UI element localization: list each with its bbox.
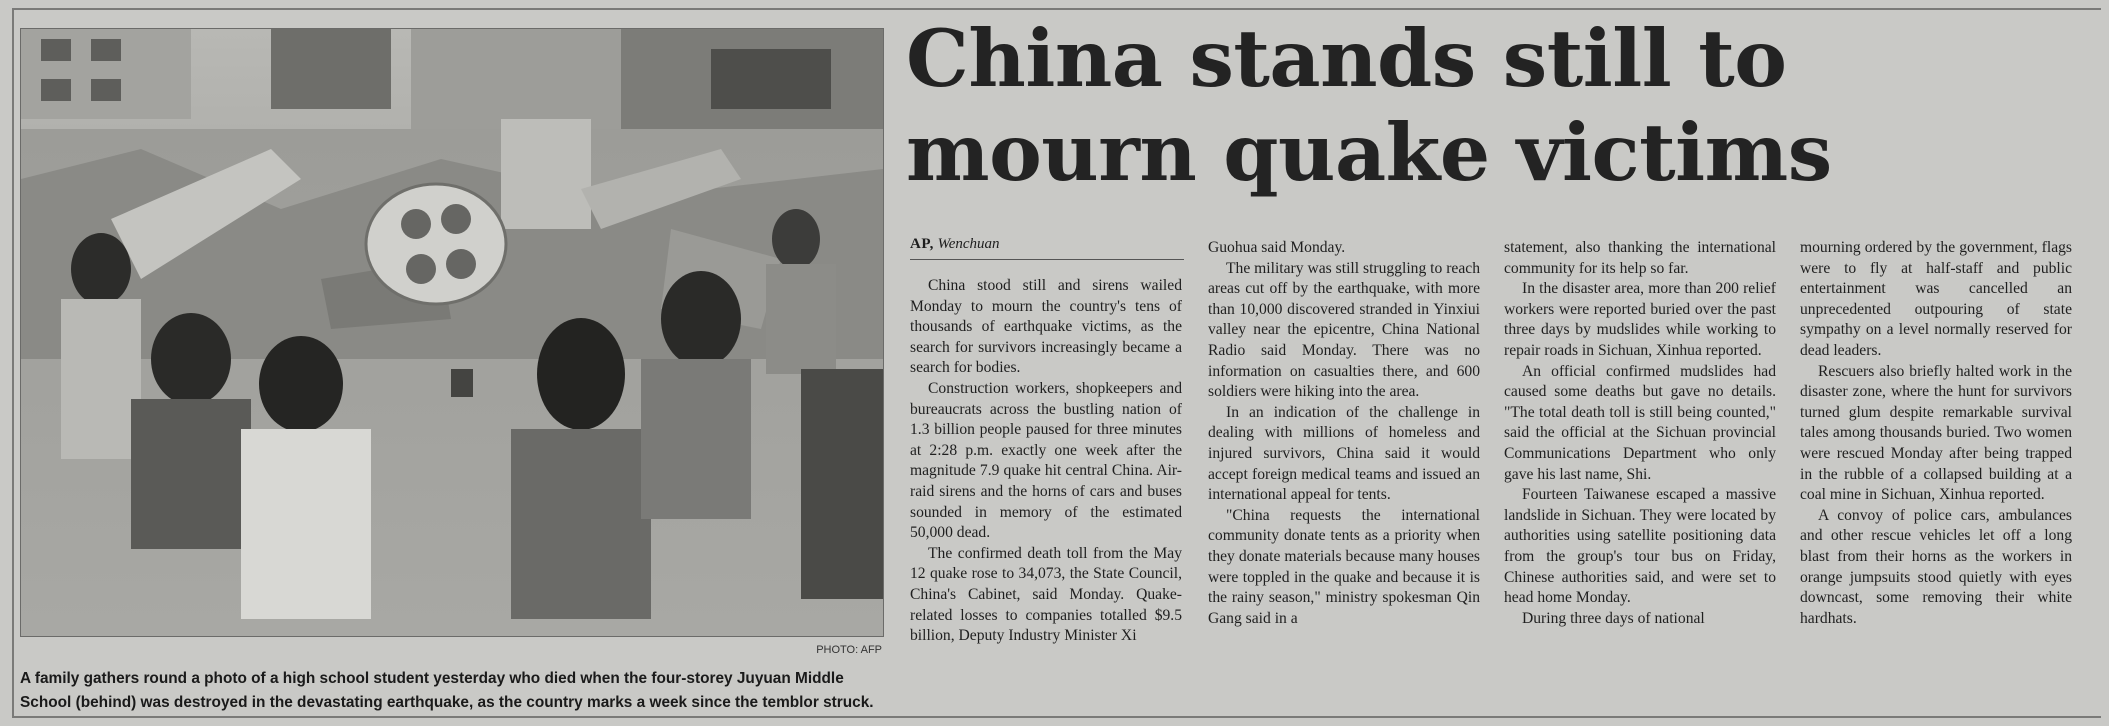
photo-credit: PHOTO: AFP — [816, 644, 882, 656]
paragraph: In the disaster area, more than 200 relief workers were reported buried over the past three days by mudslides while working to repair roads in Sichuan, Xinhua reported. — [1504, 280, 1776, 359]
news-photo — [20, 28, 884, 637]
byline — [910, 236, 1184, 260]
byline-agency: AP, — [910, 236, 934, 252]
paragraph: An official confirmed mudslides had caused some deaths but gave no details. "The total death toll is still being counted," said the official at the Sichuan provincial Communications Department who only gave his last name, Shi. — [1504, 362, 1776, 483]
paragraph: Rescuers also briefly halted work in the disaster zone, where the hunt for survivors turned glum despite remarkable survival tales among thousands buried. Two women were rescued Monday after being trapped in the rubble of a collapsed building at a coal mine in Sichuan, Xinhua reported. — [1800, 362, 2072, 504]
article-column-4 — [1800, 238, 2072, 629]
article-column-3 — [1504, 238, 1776, 629]
top-rule — [12, 8, 2101, 10]
paragraph: Construction workers, shopkeepers and bureaucrats across the bustling nation of 1.3 billion people paused for three minutes at 2:28 p.m. exactly one week after the magnitude 7.9 quake hit central China. Air-raid sirens and the horns of cars and buses sounded in memory of the estimated 50,000 dead. — [910, 379, 1182, 542]
headline: China stands still to mourn quake victims — [906, 12, 1832, 199]
paragraph: In an indication of the challenge in dealing with millions of homeless and injured survivors, China said it would accept foreign medical teams and issued an international appeal for tents. — [1208, 403, 1480, 504]
paragraph: A convoy of police cars, ambulances and other rescue vehicles let off a long blast from their horns as the workers in orange jumpsuits stood quietly with eyes downcast, some removing their white hardhats. — [1800, 506, 2072, 627]
bottom-rule — [12, 716, 2101, 718]
article-column-1 — [910, 276, 1182, 647]
paragraph: China stood still and sirens wailed Monday to mourn the country's tens of thousands of earthquake victims, as the search for survivors increasingly became a search for bodies. — [910, 277, 1182, 377]
paragraph: The military was still struggling to reach areas cut off by the earthquake, with more than 10,000 discovered stranded in Yinxiui valley near the epicentre, China National Radio said Monday. There was no information on casualties there, and 600 soldiers were hiking into the area. — [1208, 259, 1480, 401]
paragraph: The confirmed death toll from the May 12 quake rose to 34,073, the State Council, China's Cabinet, said Monday. Quake-related losses to companies totalled $9.5 billion, Deputy Industry Minister Xi — [910, 544, 1182, 645]
earthquake-rubble-photo — [21, 29, 883, 636]
paragraph: "China requests the international community donate tents as a priority when they donate materials because many houses were toppled in the quake and because it is the rainy season," ministry spokesman Qin Gang said in a — [1208, 506, 1480, 627]
article-column-2 — [1208, 238, 1480, 629]
paragraph: statement, also thanking the international community for its help so far. — [1504, 239, 1776, 277]
paragraph: Fourteen Taiwanese escaped a massive landslide in Sichuan. They were located by authorities using satellite positioning data from the group's tour bus on Friday, Chinese authorities said, and were set to head home Monday. — [1504, 486, 1776, 607]
byline-rule — [910, 259, 1184, 260]
photo-caption: A family gathers round a photo of a high school student yesterday who died when the four-storey Juyuan Middle School (behind) was destroyed in the devastating earthquake, as the country marks a week since the temblor struck. — [20, 670, 874, 711]
byline-place: Wenchuan — [937, 236, 1000, 252]
paragraph: Guohua said Monday. — [1208, 239, 1346, 256]
paragraph: During three days of national — [1522, 609, 1705, 627]
left-rule — [12, 8, 14, 718]
paragraph: mourning ordered by the government, flags were to fly at half-staff and public entertainment was cancelled an unprecedented outpouring of state sympathy on a level normally reserved for dead leaders. — [1800, 239, 2072, 359]
